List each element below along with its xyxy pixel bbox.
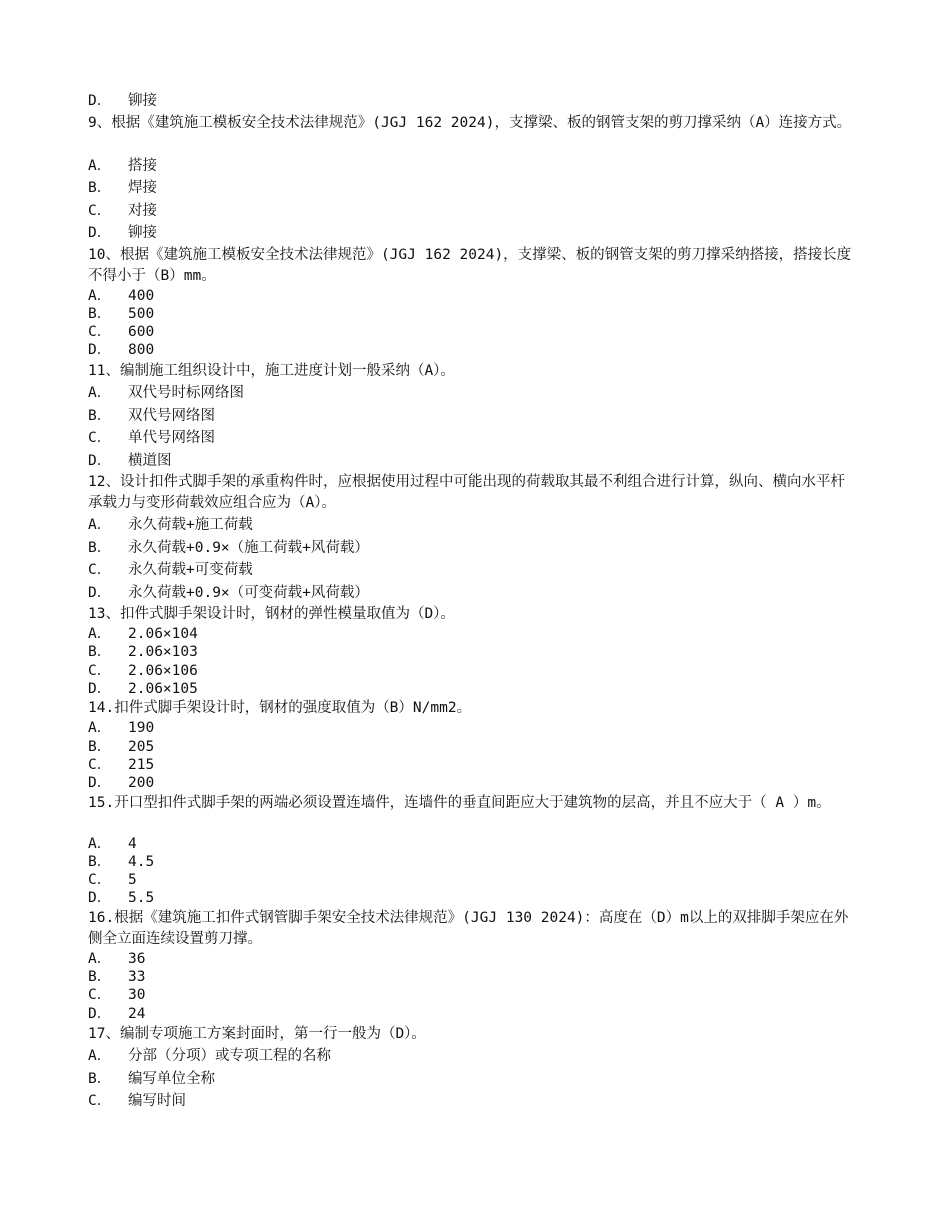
option-letter: D． bbox=[88, 584, 112, 601]
option-text: 永久荷载+可变荷载 bbox=[128, 562, 253, 579]
answer-option bbox=[88, 90, 858, 113]
answer-option bbox=[88, 871, 858, 889]
option-letter: D． bbox=[88, 775, 112, 792]
answer-option bbox=[88, 950, 858, 968]
option-letter: B． bbox=[88, 305, 112, 322]
option-text: 双代号时标网络图 bbox=[128, 385, 244, 402]
option-letter: A． bbox=[88, 385, 112, 402]
option-text: 30 bbox=[128, 987, 146, 1004]
option-text: 4 bbox=[128, 835, 137, 852]
answer-option bbox=[88, 889, 858, 907]
answer-option bbox=[88, 853, 858, 871]
answer-option bbox=[88, 382, 858, 405]
option-letter: A． bbox=[88, 720, 112, 737]
option-letter: D． bbox=[88, 93, 112, 109]
option-text: 4.5 bbox=[128, 853, 155, 870]
question-text: 14.扣件式脚手架设计时，钢材的强度取值为（B）N/mm2。 bbox=[88, 700, 472, 717]
answer-option bbox=[88, 405, 858, 428]
option-letter: A． bbox=[88, 157, 112, 174]
option-letter: D． bbox=[88, 890, 112, 907]
option-letter: C． bbox=[88, 756, 112, 773]
option-letter: D． bbox=[88, 225, 112, 241]
answer-option bbox=[88, 514, 858, 537]
option-text: 铆接 bbox=[128, 225, 157, 241]
option-letter: B． bbox=[88, 738, 112, 755]
option-text: 2.06×104 bbox=[128, 626, 198, 643]
option-text: 横道图 bbox=[128, 452, 172, 469]
answer-option bbox=[88, 323, 858, 341]
option-text: 205 bbox=[128, 738, 155, 755]
answer-option bbox=[88, 222, 858, 245]
question-text: 11、编制施工组织设计中，施工进度计划一般采纳（A）。 bbox=[88, 362, 455, 379]
answer-option bbox=[88, 719, 858, 737]
document-page bbox=[88, 90, 858, 1113]
option-text: 400 bbox=[128, 287, 155, 304]
option-text: 永久荷载+施工荷载 bbox=[128, 517, 253, 534]
option-letter: A． bbox=[88, 287, 112, 304]
option-letter: D． bbox=[88, 1005, 112, 1022]
option-text: 5 bbox=[128, 872, 137, 889]
option-text: 单代号网络图 bbox=[128, 430, 215, 447]
option-text: 500 bbox=[128, 305, 155, 322]
option-text: 双代号网络图 bbox=[128, 407, 215, 424]
option-letter: B． bbox=[88, 644, 112, 661]
answer-option bbox=[88, 968, 858, 986]
answer-option bbox=[88, 537, 858, 560]
question-text: 9、根据《建筑施工模板安全技术法律规范》(JGJ 162 2024)，支撑梁、板的钢管支架的剪刀撑采纳（A）连接方式。 bbox=[88, 114, 852, 131]
answer-option bbox=[88, 1045, 858, 1068]
answer-option bbox=[88, 1068, 858, 1091]
answer-option bbox=[88, 177, 858, 200]
option-text: 永久荷载+0.9×（可变荷载+风荷载） bbox=[128, 584, 369, 601]
question-text: 17、编制专项施工方案封面时，第一行一般为（D）。 bbox=[88, 1025, 426, 1042]
question-text: 12、设计扣件式脚手架的承重构件时，应根据使用过程中可能出现的荷载取其最不利组合进行计算，纵向、横向水平杆承载力与变形荷载效应组合应为（A）。 bbox=[88, 474, 845, 512]
question-text: 10、根据《建筑施工模板安全技术法律规范》(JGJ 162 2024)，支撑梁、板的钢管支架的剪刀撑采纳搭接，搭接长度不得小于（B）mm。 bbox=[88, 246, 852, 284]
option-letter: C． bbox=[88, 430, 112, 447]
option-text: 24 bbox=[128, 1005, 146, 1022]
option-letter: B． bbox=[88, 180, 112, 196]
option-letter: A． bbox=[88, 950, 112, 967]
question-text: 16.根据《建筑施工扣件式钢管脚手架安全技术法律规范》(JGJ 130 2024)：高度在（D）m以上的双排脚手架应在外侧全立面连续设置剪刀撑。 bbox=[88, 909, 849, 947]
option-text: 编写单位全称 bbox=[128, 1070, 215, 1087]
option-text: 200 bbox=[128, 775, 155, 792]
option-text: 对接 bbox=[128, 202, 157, 219]
option-text: 永久荷载+0.9×（施工荷载+风荷载） bbox=[128, 539, 369, 556]
answer-option bbox=[88, 625, 858, 643]
option-text: 190 bbox=[128, 720, 155, 737]
answer-option bbox=[88, 427, 858, 450]
option-letter: A． bbox=[88, 1048, 112, 1065]
option-letter: A． bbox=[88, 626, 112, 643]
answer-option bbox=[88, 756, 858, 774]
option-letter: A． bbox=[88, 517, 112, 534]
option-letter: C． bbox=[88, 987, 112, 1004]
option-text: 2.06×106 bbox=[128, 662, 198, 679]
option-text: 33 bbox=[128, 969, 146, 986]
answer-option bbox=[88, 582, 858, 605]
option-letter: C． bbox=[88, 202, 112, 219]
option-letter: D． bbox=[88, 681, 112, 698]
option-letter: B． bbox=[88, 539, 112, 556]
option-text: 800 bbox=[128, 342, 155, 359]
answer-option bbox=[88, 835, 858, 853]
answer-option bbox=[88, 662, 858, 680]
answer-option bbox=[88, 986, 858, 1004]
option-letter: C． bbox=[88, 662, 112, 679]
option-text: 600 bbox=[128, 324, 155, 341]
answer-option bbox=[88, 774, 858, 792]
answer-option bbox=[88, 200, 858, 223]
option-text: 分部（分项）或专项工程的名称 bbox=[128, 1048, 331, 1065]
option-text: 2.06×105 bbox=[128, 681, 198, 698]
option-text: 5.5 bbox=[128, 890, 155, 907]
answer-option bbox=[88, 738, 858, 756]
option-letter: D． bbox=[88, 452, 112, 469]
question-text: 13、扣件式脚手架设计时，钢材的弹性模量取值为（D）。 bbox=[88, 606, 455, 623]
answer-option bbox=[88, 287, 858, 305]
option-text: 编写时间 bbox=[128, 1093, 186, 1110]
option-text: 215 bbox=[128, 756, 155, 773]
option-letter: B． bbox=[88, 1070, 112, 1087]
option-text: 搭接 bbox=[128, 157, 157, 174]
answer-option bbox=[88, 559, 858, 582]
answer-option bbox=[88, 643, 858, 661]
answer-option bbox=[88, 680, 858, 698]
option-letter: C． bbox=[88, 562, 112, 579]
option-letter: C． bbox=[88, 1093, 112, 1110]
option-text: 焊接 bbox=[128, 180, 157, 196]
answer-option bbox=[88, 341, 858, 359]
option-letter: C． bbox=[88, 872, 112, 889]
option-letter: D． bbox=[88, 342, 112, 359]
option-letter: A． bbox=[88, 835, 112, 852]
answer-option bbox=[88, 305, 858, 323]
answer-option bbox=[88, 1090, 858, 1113]
answer-option bbox=[88, 155, 858, 178]
option-text: 铆接 bbox=[128, 93, 157, 109]
option-letter: B． bbox=[88, 969, 112, 986]
option-letter: B． bbox=[88, 407, 112, 424]
option-letter: B． bbox=[88, 853, 112, 870]
option-text: 36 bbox=[128, 950, 146, 967]
question-text: 15.开口型扣件式脚手架的两端必须设置连墙件，连墙件的垂直间距应大于建筑物的层高，并且不应大于（ A ）m。 bbox=[88, 794, 831, 811]
option-letter: C． bbox=[88, 324, 112, 341]
answer-option bbox=[88, 1005, 858, 1023]
answer-option bbox=[88, 450, 858, 473]
option-text: 2.06×103 bbox=[128, 644, 198, 661]
